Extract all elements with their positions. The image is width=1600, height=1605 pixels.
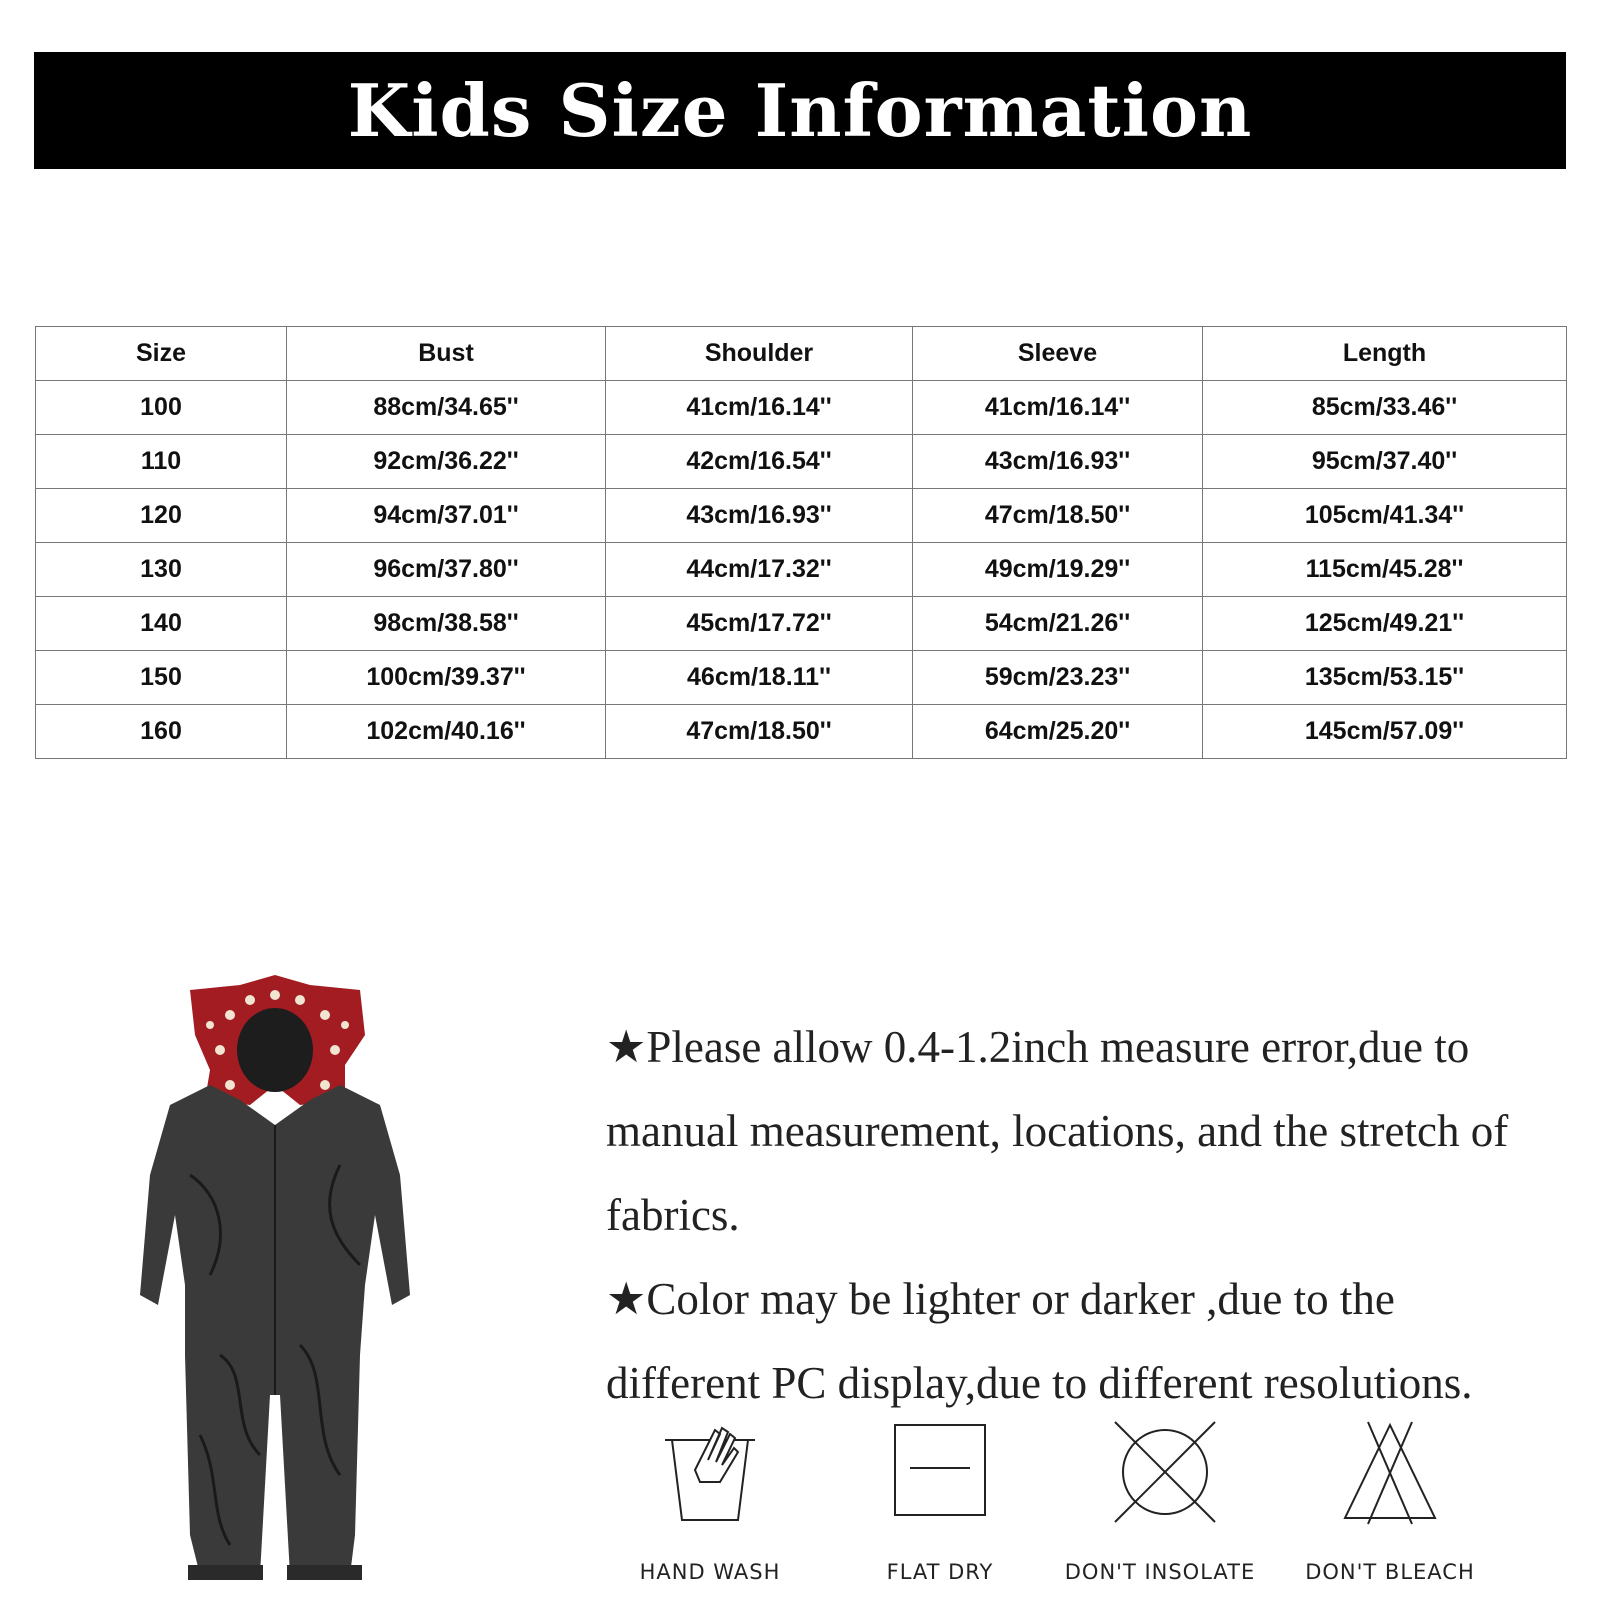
table-row — [36, 705, 1567, 759]
cell-bust: 98cm/38.58'' — [287, 597, 606, 651]
cell-shoulder: 42cm/16.54'' — [606, 435, 913, 489]
cell-length: 85cm/33.46'' — [1203, 381, 1567, 435]
cell-sleeve: 64cm/25.20'' — [913, 705, 1203, 759]
cell-size: 150 — [36, 651, 287, 705]
care-hand-wash — [610, 1420, 810, 1600]
table-header-row — [36, 327, 1567, 381]
cell-bust: 94cm/37.01'' — [287, 489, 606, 543]
title-banner — [34, 52, 1566, 169]
cell-shoulder: 46cm/18.11'' — [606, 651, 913, 705]
header-length: Length — [1203, 327, 1567, 381]
dont-insolate-label: DON'T INSOLATE — [1064, 1560, 1256, 1584]
hand-wash-label: HAND WASH — [639, 1560, 781, 1584]
color-note: ★Color may be lighter or darker ,due to the different PC display,due to different resolutions. — [606, 1274, 1473, 1408]
cell-size: 140 — [36, 597, 287, 651]
care-dont-insolate — [1060, 1420, 1260, 1600]
cell-bust: 102cm/40.16'' — [287, 705, 606, 759]
product-image — [130, 975, 420, 1600]
cell-size: 100 — [36, 381, 287, 435]
cell-size: 130 — [36, 543, 287, 597]
table-row — [36, 651, 1567, 705]
hood-petals — [190, 975, 365, 1105]
table-row — [36, 435, 1567, 489]
cell-length: 135cm/53.15'' — [1203, 651, 1567, 705]
cell-length: 95cm/37.40'' — [1203, 435, 1567, 489]
table-row — [36, 597, 1567, 651]
flat-dry-label: FLAT DRY — [886, 1560, 994, 1584]
cell-shoulder: 44cm/17.32'' — [606, 543, 913, 597]
cell-size: 160 — [36, 705, 287, 759]
cell-length: 145cm/57.09'' — [1203, 705, 1567, 759]
cell-length: 105cm/41.34'' — [1203, 489, 1567, 543]
cell-size: 120 — [36, 489, 287, 543]
dont-bleach-icon — [1340, 1420, 1440, 1530]
cell-sleeve: 49cm/19.29'' — [913, 543, 1203, 597]
cell-length: 115cm/45.28'' — [1203, 543, 1567, 597]
cell-sleeve: 59cm/23.23'' — [913, 651, 1203, 705]
page-title: Kids Size Information — [347, 68, 1253, 153]
measure-error-note: ★Please allow 0.4-1.2inch measure error,due to manual measurement, locations, and the stretch of fabrics. — [606, 1022, 1509, 1240]
cell-shoulder: 47cm/18.50'' — [606, 705, 913, 759]
cell-shoulder: 43cm/16.93'' — [606, 489, 913, 543]
cell-sleeve: 54cm/21.26'' — [913, 597, 1203, 651]
header-sleeve: Sleeve — [913, 327, 1203, 381]
cell-size: 110 — [36, 435, 287, 489]
cell-shoulder: 45cm/17.72'' — [606, 597, 913, 651]
hand-wash-icon — [660, 1420, 760, 1530]
table-row — [36, 381, 1567, 435]
cell-sleeve: 41cm/16.14'' — [913, 381, 1203, 435]
care-flat-dry — [840, 1420, 1040, 1600]
header-size: Size — [36, 327, 287, 381]
table-row — [36, 543, 1567, 597]
dont-bleach-label: DON'T BLEACH — [1305, 1560, 1475, 1584]
dont-insolate-icon — [1110, 1420, 1220, 1530]
onesie-illustration — [130, 975, 420, 1600]
cell-sleeve: 43cm/16.93'' — [913, 435, 1203, 489]
cell-bust: 92cm/36.22'' — [287, 435, 606, 489]
cell-sleeve: 47cm/18.50'' — [913, 489, 1203, 543]
cell-shoulder: 41cm/16.14'' — [606, 381, 913, 435]
care-dont-bleach — [1290, 1420, 1490, 1600]
header-bust: Bust — [287, 327, 606, 381]
notes — [606, 1005, 1556, 1425]
cell-bust: 100cm/39.37'' — [287, 651, 606, 705]
size-table — [35, 326, 1567, 759]
header-shoulder: Shoulder — [606, 327, 913, 381]
table-row — [36, 489, 1567, 543]
cell-bust: 88cm/34.65'' — [287, 381, 606, 435]
cell-length: 125cm/49.21'' — [1203, 597, 1567, 651]
flat-dry-icon — [890, 1420, 990, 1530]
onesie-body — [140, 1085, 410, 1580]
cell-bust: 96cm/37.80'' — [287, 543, 606, 597]
